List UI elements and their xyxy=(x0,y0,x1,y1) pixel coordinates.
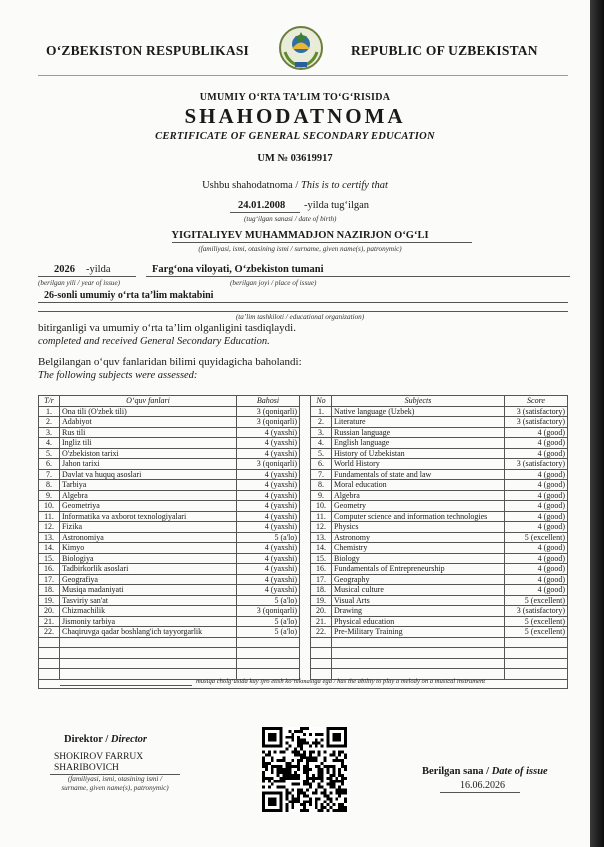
col-header-score: Score xyxy=(505,396,568,407)
row-number: 12. xyxy=(39,522,60,533)
empty-cell xyxy=(505,637,568,648)
table-row xyxy=(311,406,568,417)
table-row xyxy=(39,427,300,438)
table-row xyxy=(311,469,568,480)
row-number: 15. xyxy=(311,553,332,564)
row-subject: Moral education xyxy=(332,480,505,491)
row-subject: Fundamentals of Entrepreneurship xyxy=(332,564,505,575)
row-subject: Native language (Uzbek) xyxy=(332,406,505,417)
row-number: 13. xyxy=(39,532,60,543)
row-grade: 5 (a'lo) xyxy=(237,532,300,543)
row-grade: 4 (yaxshi) xyxy=(237,585,300,596)
title-main: SHAHODATNOMA xyxy=(184,104,406,128)
row-number: 7. xyxy=(311,469,332,480)
row-subject: Fizika xyxy=(60,522,237,533)
table-row xyxy=(311,595,568,606)
row-subject: Computer science and information technologies xyxy=(332,511,505,522)
empty-cell xyxy=(311,648,332,659)
row-number: 10. xyxy=(39,501,60,512)
row-subject: History of Uzbekistan xyxy=(332,448,505,459)
row-grade: 4 (good) xyxy=(505,553,568,564)
table-row xyxy=(311,606,568,617)
row-grade: 4 (yaxshi) xyxy=(237,511,300,522)
certificate-number: UM № 03619917 xyxy=(257,153,333,164)
page-edge xyxy=(590,0,604,847)
table-row xyxy=(39,616,300,627)
row-number: 13. xyxy=(311,532,332,543)
table-row xyxy=(311,459,568,470)
certify-uz: Ushbu shahodatnoma / xyxy=(202,180,301,191)
issue-place: Farg‘ona viloyati, O‘zbekiston tumani xyxy=(152,264,324,275)
row-subject: Chemistry xyxy=(332,543,505,554)
row-number: 4. xyxy=(39,438,60,449)
row-grade: 4 (yaxshi) xyxy=(237,501,300,512)
table-row xyxy=(39,595,300,606)
empty-cell xyxy=(237,637,300,648)
row-grade: 4 (good) xyxy=(505,501,568,512)
row-number: 19. xyxy=(39,595,60,606)
issue-year-caption: (berilgan yili / year of issue) xyxy=(38,279,121,287)
table-row xyxy=(39,564,300,575)
school-caption: (ta’lim tashkiloti / educational organization) xyxy=(235,313,365,321)
row-number: 1. xyxy=(311,406,332,417)
row-subject: Algebra xyxy=(60,490,237,501)
empty-cell xyxy=(237,658,300,669)
empty-row xyxy=(39,648,300,659)
col-header-no: No xyxy=(311,396,332,407)
issue-date-label-uz: Berilgan sana / xyxy=(422,766,492,777)
empty-cell xyxy=(505,648,568,659)
row-number: 3. xyxy=(311,427,332,438)
row-number: 17. xyxy=(39,574,60,585)
empty-cell xyxy=(332,648,505,659)
row-number: 10. xyxy=(311,501,332,512)
director-title-en: Director xyxy=(110,734,148,745)
row-subject: Russian language xyxy=(332,427,505,438)
row-number: 17. xyxy=(311,574,332,585)
table-row xyxy=(39,480,300,491)
row-subject: Ingliz tili xyxy=(60,438,237,449)
director-title xyxy=(64,734,147,745)
table-row xyxy=(39,490,300,501)
certify-en: This is to certify that xyxy=(300,180,388,191)
row-grade: 4 (good) xyxy=(505,448,568,459)
table-row xyxy=(311,564,568,575)
row-grade: 5 (a'lo) xyxy=(237,595,300,606)
qr-code-icon xyxy=(262,727,347,812)
row-number: 7. xyxy=(39,469,60,480)
table-row xyxy=(39,406,300,417)
row-grade: 3 (qoniqarli) xyxy=(237,606,300,617)
row-number: 1. xyxy=(39,406,60,417)
empty-cell xyxy=(311,637,332,648)
row-subject: Geografiya xyxy=(60,574,237,585)
row-grade: 5 (excellent) xyxy=(505,616,568,627)
director-name-1: SHOKIROV FARRUX xyxy=(54,752,144,762)
row-subject: Ona tili (O'zbek tili) xyxy=(60,406,237,417)
assessed-uz: Belgilangan o‘quv fanlaridan bilimi quyidagicha baholandi: xyxy=(38,356,302,368)
empty-cell xyxy=(60,658,237,669)
table-row xyxy=(311,553,568,564)
table-row xyxy=(311,417,568,428)
row-number: 12. xyxy=(311,522,332,533)
music-note: musiqa cholg‘usida kuy ijro etish ko‘nikmasiga ega / has the ability to play a melody on a musical instrument xyxy=(196,678,486,685)
header-left: O‘ZBEKISTON RESPUBLIKASI xyxy=(46,43,249,58)
col-header-grade: Bahosi xyxy=(237,396,300,407)
row-subject: Geometry xyxy=(332,501,505,512)
birth-suffix: -yilda tug‘ilgan xyxy=(304,200,370,211)
row-grade: 4 (yaxshi) xyxy=(237,522,300,533)
row-number: 6. xyxy=(311,459,332,470)
table-row xyxy=(39,511,300,522)
row-subject: Physical education xyxy=(332,616,505,627)
row-subject: Tadbirkorlik asoslari xyxy=(60,564,237,575)
row-number: 16. xyxy=(39,564,60,575)
row-number: 8. xyxy=(39,480,60,491)
grades-table-en xyxy=(310,395,568,680)
row-grade: 3 (satisfactory) xyxy=(505,606,568,617)
empty-row xyxy=(311,637,568,648)
row-grade: 4 (yaxshi) xyxy=(237,480,300,491)
assessed-en: The following subjects were assessed: xyxy=(38,370,198,381)
director-caption-1: (familiyasi, ismi, otasining ismi / xyxy=(67,775,163,783)
row-grade: 4 (yaxshi) xyxy=(237,469,300,480)
director-name-2: SHARIBOVICH xyxy=(54,763,119,773)
row-subject: Geography xyxy=(332,574,505,585)
table-row xyxy=(311,490,568,501)
row-grade: 3 (satisfactory) xyxy=(505,406,568,417)
empty-cell xyxy=(39,658,60,669)
table-row xyxy=(39,501,300,512)
issue-year: 2026 xyxy=(54,264,75,275)
empty-cell xyxy=(39,669,60,680)
completed-en: completed and received General Secondary Education. xyxy=(38,336,270,347)
row-grade: 5 (excellent) xyxy=(505,532,568,543)
table-row xyxy=(311,501,568,512)
row-subject: Adabiyot xyxy=(60,417,237,428)
table-row xyxy=(39,627,300,638)
row-grade: 3 (qoniqarli) xyxy=(237,459,300,470)
row-grade: 5 (excellent) xyxy=(505,595,568,606)
empty-cell xyxy=(311,658,332,669)
row-number: 8. xyxy=(311,480,332,491)
col-header-number: T/r xyxy=(39,396,60,407)
row-subject: Pre-Military Training xyxy=(332,627,505,638)
row-grade: 4 (good) xyxy=(505,490,568,501)
table-row xyxy=(311,511,568,522)
row-subject: Musiqa madaniyati xyxy=(60,585,237,596)
issue-date-label xyxy=(422,766,548,777)
row-grade: 3 (qoniqarli) xyxy=(237,417,300,428)
row-subject: Biologiya xyxy=(60,553,237,564)
birth-date: 24.01.2008 xyxy=(238,200,286,211)
table-row xyxy=(311,627,568,638)
row-number: 11. xyxy=(311,511,332,522)
row-grade: 4 (good) xyxy=(505,543,568,554)
row-grade: 4 (yaxshi) xyxy=(237,490,300,501)
row-subject: English language xyxy=(332,438,505,449)
row-grade: 4 (good) xyxy=(505,427,568,438)
row-grade: 3 (satisfactory) xyxy=(505,417,568,428)
row-number: 6. xyxy=(39,459,60,470)
row-number: 16. xyxy=(311,564,332,575)
col-header-subject: O‘quv fanlari xyxy=(60,396,237,407)
row-subject: Tasviriy san'at xyxy=(60,595,237,606)
row-number: 20. xyxy=(311,606,332,617)
empty-cell xyxy=(60,648,237,659)
row-number: 9. xyxy=(39,490,60,501)
table-row xyxy=(39,417,300,428)
row-subject: Tarbiya xyxy=(60,480,237,491)
state-emblem-icon xyxy=(277,24,325,72)
issue-year-suffix: -yilda xyxy=(86,264,111,275)
table-row xyxy=(311,543,568,554)
grades-table-uz xyxy=(38,395,300,680)
row-subject: Literature xyxy=(332,417,505,428)
row-grade: 4 (yaxshi) xyxy=(237,564,300,575)
table-row xyxy=(39,438,300,449)
table-row xyxy=(311,532,568,543)
table-row xyxy=(39,606,300,617)
row-subject: Fundamentals of state and law xyxy=(332,469,505,480)
row-subject: Visual Arts xyxy=(332,595,505,606)
row-subject: Biology xyxy=(332,553,505,564)
empty-row xyxy=(39,658,300,669)
issue-date-label-en: Date of issue xyxy=(491,766,548,777)
row-grade: 4 (good) xyxy=(505,585,568,596)
row-grade: 4 (good) xyxy=(505,522,568,533)
certify-line xyxy=(0,180,590,191)
holder-name-caption: (familiyasi, ismi, otasining ismi / surname, given name(s), patronymic) xyxy=(198,245,402,253)
table-row xyxy=(39,553,300,564)
empty-row xyxy=(311,658,568,669)
row-grade: 4 (good) xyxy=(505,564,568,575)
empty-cell xyxy=(332,658,505,669)
row-number: 5. xyxy=(39,448,60,459)
row-subject: Geometriya xyxy=(60,501,237,512)
empty-cell xyxy=(237,648,300,659)
row-subject: Chizmachilik xyxy=(60,606,237,617)
row-number: 18. xyxy=(311,585,332,596)
row-grade: 3 (qoniqarli) xyxy=(237,406,300,417)
row-grade: 4 (good) xyxy=(505,574,568,585)
row-grade: 4 (yaxshi) xyxy=(237,438,300,449)
row-number: 20. xyxy=(39,606,60,617)
empty-cell xyxy=(505,658,568,669)
row-subject: Davlat va huquq asoslari xyxy=(60,469,237,480)
row-grade: 4 (yaxshi) xyxy=(237,448,300,459)
director-caption-2: surname, given name(s), patronymic) xyxy=(61,784,169,792)
birth-caption: (tug‘ilgan sanasi / date of birth) xyxy=(244,215,337,223)
row-subject: Drawing xyxy=(332,606,505,617)
table-row xyxy=(39,469,300,480)
table-row xyxy=(311,427,568,438)
row-number: 22. xyxy=(39,627,60,638)
holder-name: YIGITALIYEV MUHAMMADJON NAZIRJON O‘G‘LI xyxy=(171,230,429,241)
row-grade: 5 (a'lo) xyxy=(237,616,300,627)
row-grade: 5 (a'lo) xyxy=(237,627,300,638)
row-number: 4. xyxy=(311,438,332,449)
table-row xyxy=(39,543,300,554)
empty-cell xyxy=(60,637,237,648)
row-grade: 4 (good) xyxy=(505,511,568,522)
col-header-subjects: Subjects xyxy=(332,396,505,407)
row-grade: 4 (yaxshi) xyxy=(237,574,300,585)
title-sub: UMUMIY O‘RTA TA’LIM TO‘G‘RISIDA xyxy=(199,92,391,103)
row-number: 2. xyxy=(39,417,60,428)
table-row xyxy=(311,574,568,585)
row-number: 18. xyxy=(39,585,60,596)
empty-cell xyxy=(39,637,60,648)
row-number: 14. xyxy=(39,543,60,554)
row-grade: 4 (good) xyxy=(505,469,568,480)
director-title-uz: Direktor / xyxy=(64,734,111,745)
row-number: 21. xyxy=(39,616,60,627)
row-number: 22. xyxy=(311,627,332,638)
empty-cell xyxy=(39,648,60,659)
table-row xyxy=(311,448,568,459)
row-number: 11. xyxy=(39,511,60,522)
row-number: 14. xyxy=(311,543,332,554)
row-subject: Rus tili xyxy=(60,427,237,438)
row-grade: 4 (good) xyxy=(505,438,568,449)
empty-row xyxy=(39,637,300,648)
row-number: 3. xyxy=(39,427,60,438)
row-grade: 4 (yaxshi) xyxy=(237,543,300,554)
row-number: 19. xyxy=(311,595,332,606)
row-number: 21. xyxy=(311,616,332,627)
table-row xyxy=(39,532,300,543)
row-number: 9. xyxy=(311,490,332,501)
row-subject: Astronomiya xyxy=(60,532,237,543)
row-grade: 3 (satisfactory) xyxy=(505,459,568,470)
header-right: REPUBLIC OF UZBEKISTAN xyxy=(351,43,538,58)
row-subject: Astronomy xyxy=(332,532,505,543)
row-subject: Jahon tarixi xyxy=(60,459,237,470)
row-subject: World History xyxy=(332,459,505,470)
table-row xyxy=(311,438,568,449)
table-row xyxy=(311,480,568,491)
school-name: 26-sonli umumiy o‘rta ta’lim maktabini xyxy=(44,290,214,301)
empty-cell xyxy=(505,669,568,680)
row-number: 2. xyxy=(311,417,332,428)
issue-date-value: 16.06.2026 xyxy=(460,780,505,791)
table-row xyxy=(39,448,300,459)
row-subject: Algebra xyxy=(332,490,505,501)
table-row xyxy=(39,459,300,470)
row-subject: Musical culture xyxy=(332,585,505,596)
row-grade: 4 (yaxshi) xyxy=(237,427,300,438)
title-en: CERTIFICATE OF GENERAL SECONDARY EDUCATION xyxy=(155,131,435,142)
row-grade: 4 (good) xyxy=(505,480,568,491)
table-row xyxy=(311,522,568,533)
table-row xyxy=(39,574,300,585)
empty-cell xyxy=(332,637,505,648)
table-row xyxy=(311,585,568,596)
completed-uz: bitirganligi va umumiy o‘rta ta’lim olganligini tasdiqlaydi. xyxy=(38,322,296,334)
table-row xyxy=(39,585,300,596)
row-number: 5. xyxy=(311,448,332,459)
issue-place-caption: (berilgan joyi / place of issue) xyxy=(230,279,317,287)
row-subject: Informatika va axborot texnologiyalari xyxy=(60,511,237,522)
row-subject: Kimyo xyxy=(60,543,237,554)
row-subject: Chaqiruvga qadar boshlang'ich tayyorgarlik xyxy=(60,627,237,638)
row-grade: 4 (yaxshi) xyxy=(237,553,300,564)
row-subject: Physics xyxy=(332,522,505,533)
row-subject: O'zbekiston tarixi xyxy=(60,448,237,459)
table-row xyxy=(39,522,300,533)
row-number: 15. xyxy=(39,553,60,564)
row-subject: Jismoniy tarbiya xyxy=(60,616,237,627)
table-row xyxy=(311,616,568,627)
empty-row xyxy=(311,648,568,659)
row-grade: 5 (excellent) xyxy=(505,627,568,638)
